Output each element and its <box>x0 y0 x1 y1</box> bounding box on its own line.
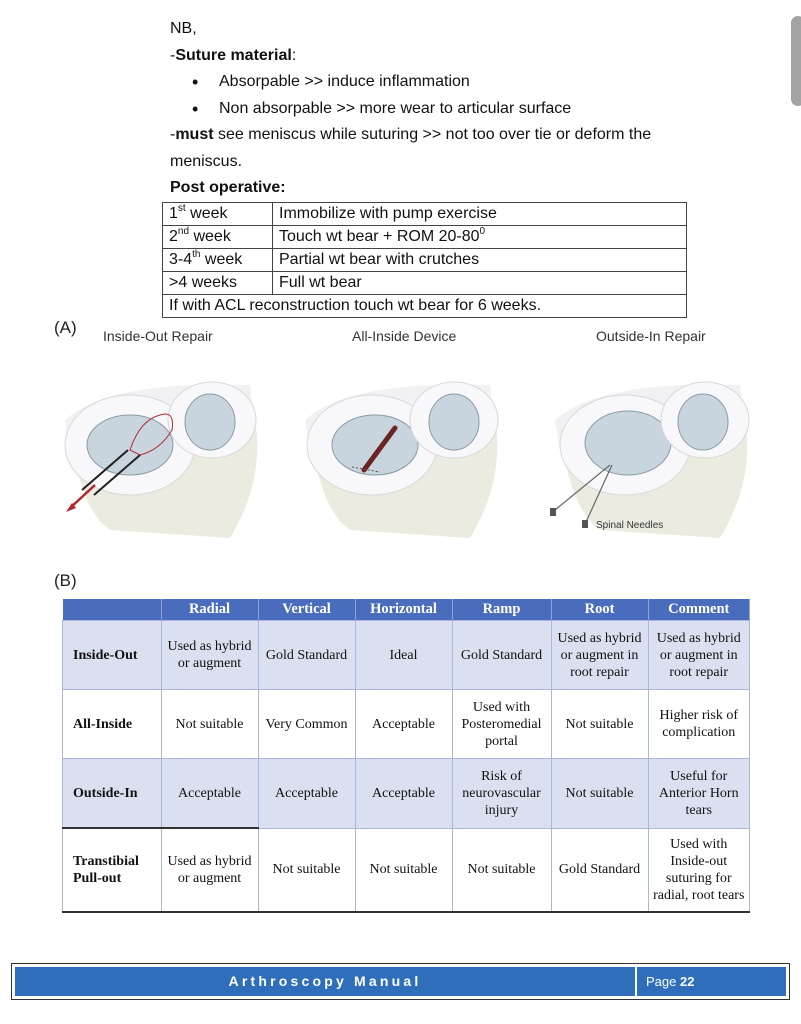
table-cell: Acceptable <box>355 690 452 759</box>
week-rest: week <box>185 205 228 222</box>
nb-text: NB, <box>170 20 197 37</box>
table-cell: Not suitable <box>551 759 648 829</box>
page-number: 22 <box>680 974 695 989</box>
table-cell: Used as hybrid or augment <box>161 621 258 690</box>
action-text: Touch wt bear + ROM 20-80 <box>279 228 480 245</box>
week-num: 2 <box>169 228 178 245</box>
footer-inner <box>15 967 786 996</box>
lateral-plateau <box>678 394 728 450</box>
table-cell: Used as hybrid or augment in root repair <box>648 621 750 690</box>
week-rest: week <box>200 251 243 268</box>
row-header: All-Inside <box>63 690 162 759</box>
post-op-title: Post operative: <box>170 179 286 196</box>
meniscus-illustration-outside-in <box>540 360 770 540</box>
week-num: 3-4 <box>169 251 193 268</box>
suture-bold: Suture material <box>175 46 292 64</box>
action-cell: Full wt bear <box>273 272 687 295</box>
must-note <box>170 122 710 175</box>
medial-plateau <box>585 411 671 475</box>
table-cell: Not suitable <box>355 828 452 912</box>
repair-comparison-table <box>62 599 750 913</box>
footer-title: Arthroscopy Manual <box>15 967 635 996</box>
table-row <box>163 203 687 226</box>
action-cell <box>273 226 687 249</box>
post-op-table <box>162 202 687 318</box>
week-sup: nd <box>177 226 190 237</box>
needle-hub-2 <box>582 520 588 528</box>
row-header: Outside-In <box>63 759 162 829</box>
table-cell: Gold Standard <box>258 621 355 690</box>
header-cell: Comment <box>648 599 750 621</box>
table-cell: Acceptable <box>161 759 258 829</box>
footer-page <box>637 967 786 996</box>
table-cell: Not suitable <box>258 828 355 912</box>
list-item: • Non absorpable >> more wear to articular surface <box>192 96 710 123</box>
table-cell: Risk of neurovascular injury <box>452 759 551 829</box>
header-cell: Horizontal <box>355 599 452 621</box>
needle-hub-1 <box>550 508 556 516</box>
week-rest: week <box>189 228 231 245</box>
dash: - <box>170 126 176 143</box>
header-cell: Vertical <box>258 599 355 621</box>
meniscus-illustration-inside-out <box>50 360 280 540</box>
week-cell <box>163 203 273 226</box>
scrollbar-thumb[interactable] <box>791 16 801 106</box>
must-rest: see meniscus while suturing >> not too over tie or deform the meniscus. <box>170 126 652 170</box>
week-sup: th <box>192 249 201 260</box>
table-cell: Not suitable <box>161 690 258 759</box>
caption-inside-out: Inside-Out Repair <box>103 328 213 344</box>
table-row <box>63 759 750 829</box>
table-cell: Not suitable <box>551 690 648 759</box>
page-label: Page <box>646 974 677 989</box>
spinal-needles-label: Spinal Needles <box>596 520 664 531</box>
table-cell: Gold Standard <box>452 621 551 690</box>
table-cell: Not suitable <box>452 828 551 912</box>
header-cell <box>63 599 162 621</box>
table-cell: Ideal <box>355 621 452 690</box>
caption-outside-in: Outside-In Repair <box>596 328 706 344</box>
table-row <box>163 295 687 318</box>
row-header: Inside-Out <box>63 621 162 690</box>
week-cell <box>163 249 273 272</box>
suture-heading <box>170 43 710 70</box>
table-cell: Useful for Anterior Horn tears <box>648 759 750 829</box>
caption-all-inside: All-Inside Device <box>352 328 457 344</box>
table-cell: Used with Posteromedial portal <box>452 690 551 759</box>
list-item: • Absorpable >> induce inflammation <box>192 69 710 96</box>
header-cell: Ramp <box>452 599 551 621</box>
notes-section <box>170 16 710 202</box>
figure-a-label: (A) <box>54 318 77 337</box>
colon: : <box>291 46 297 64</box>
action-cell: Partial wt bear with crutches <box>273 249 687 272</box>
header-cell: Root <box>551 599 648 621</box>
post-op-heading <box>170 175 710 202</box>
must-bold: must <box>175 126 214 143</box>
week-num: 1 <box>169 205 178 222</box>
table-cell: Used as hybrid or augment <box>161 828 258 912</box>
table-row <box>163 226 687 249</box>
suture-list <box>170 69 710 122</box>
row-header: Transtibial Pull-out <box>63 828 162 912</box>
week-sup: st <box>177 203 186 214</box>
table-cell: Acceptable <box>258 759 355 829</box>
table-cell: Used as hybrid or augment in root repair <box>551 621 648 690</box>
table-cell: Higher risk of complication <box>648 690 750 759</box>
medial-plateau <box>332 415 418 475</box>
week-cell: >4 weeks <box>163 272 273 295</box>
action-cell: Immobilize with pump exercise <box>273 203 687 226</box>
dash: - <box>170 46 176 64</box>
table-row <box>63 621 750 690</box>
page-footer <box>11 963 790 1000</box>
footnote-cell: If with ACL reconstruction touch wt bear for 6 weeks. <box>163 295 687 318</box>
figure-b-label: (B) <box>54 571 77 590</box>
table-cell: Acceptable <box>355 759 452 829</box>
table-cell: Very Common <box>258 690 355 759</box>
header-cell: Radial <box>161 599 258 621</box>
degree-sup: 0 <box>479 226 486 237</box>
meniscus-illustration-all-inside <box>290 360 520 540</box>
lateral-plateau <box>185 394 235 450</box>
table-cell: Used with Inside-out suturing for radial, root tears <box>648 828 750 912</box>
table-row <box>163 249 687 272</box>
table-row <box>163 272 687 295</box>
week-cell <box>163 226 273 249</box>
table-row <box>63 828 750 912</box>
table-cell: Gold Standard <box>551 828 648 912</box>
table-row <box>63 690 750 759</box>
header-row <box>63 599 750 621</box>
lateral-plateau <box>429 394 479 450</box>
